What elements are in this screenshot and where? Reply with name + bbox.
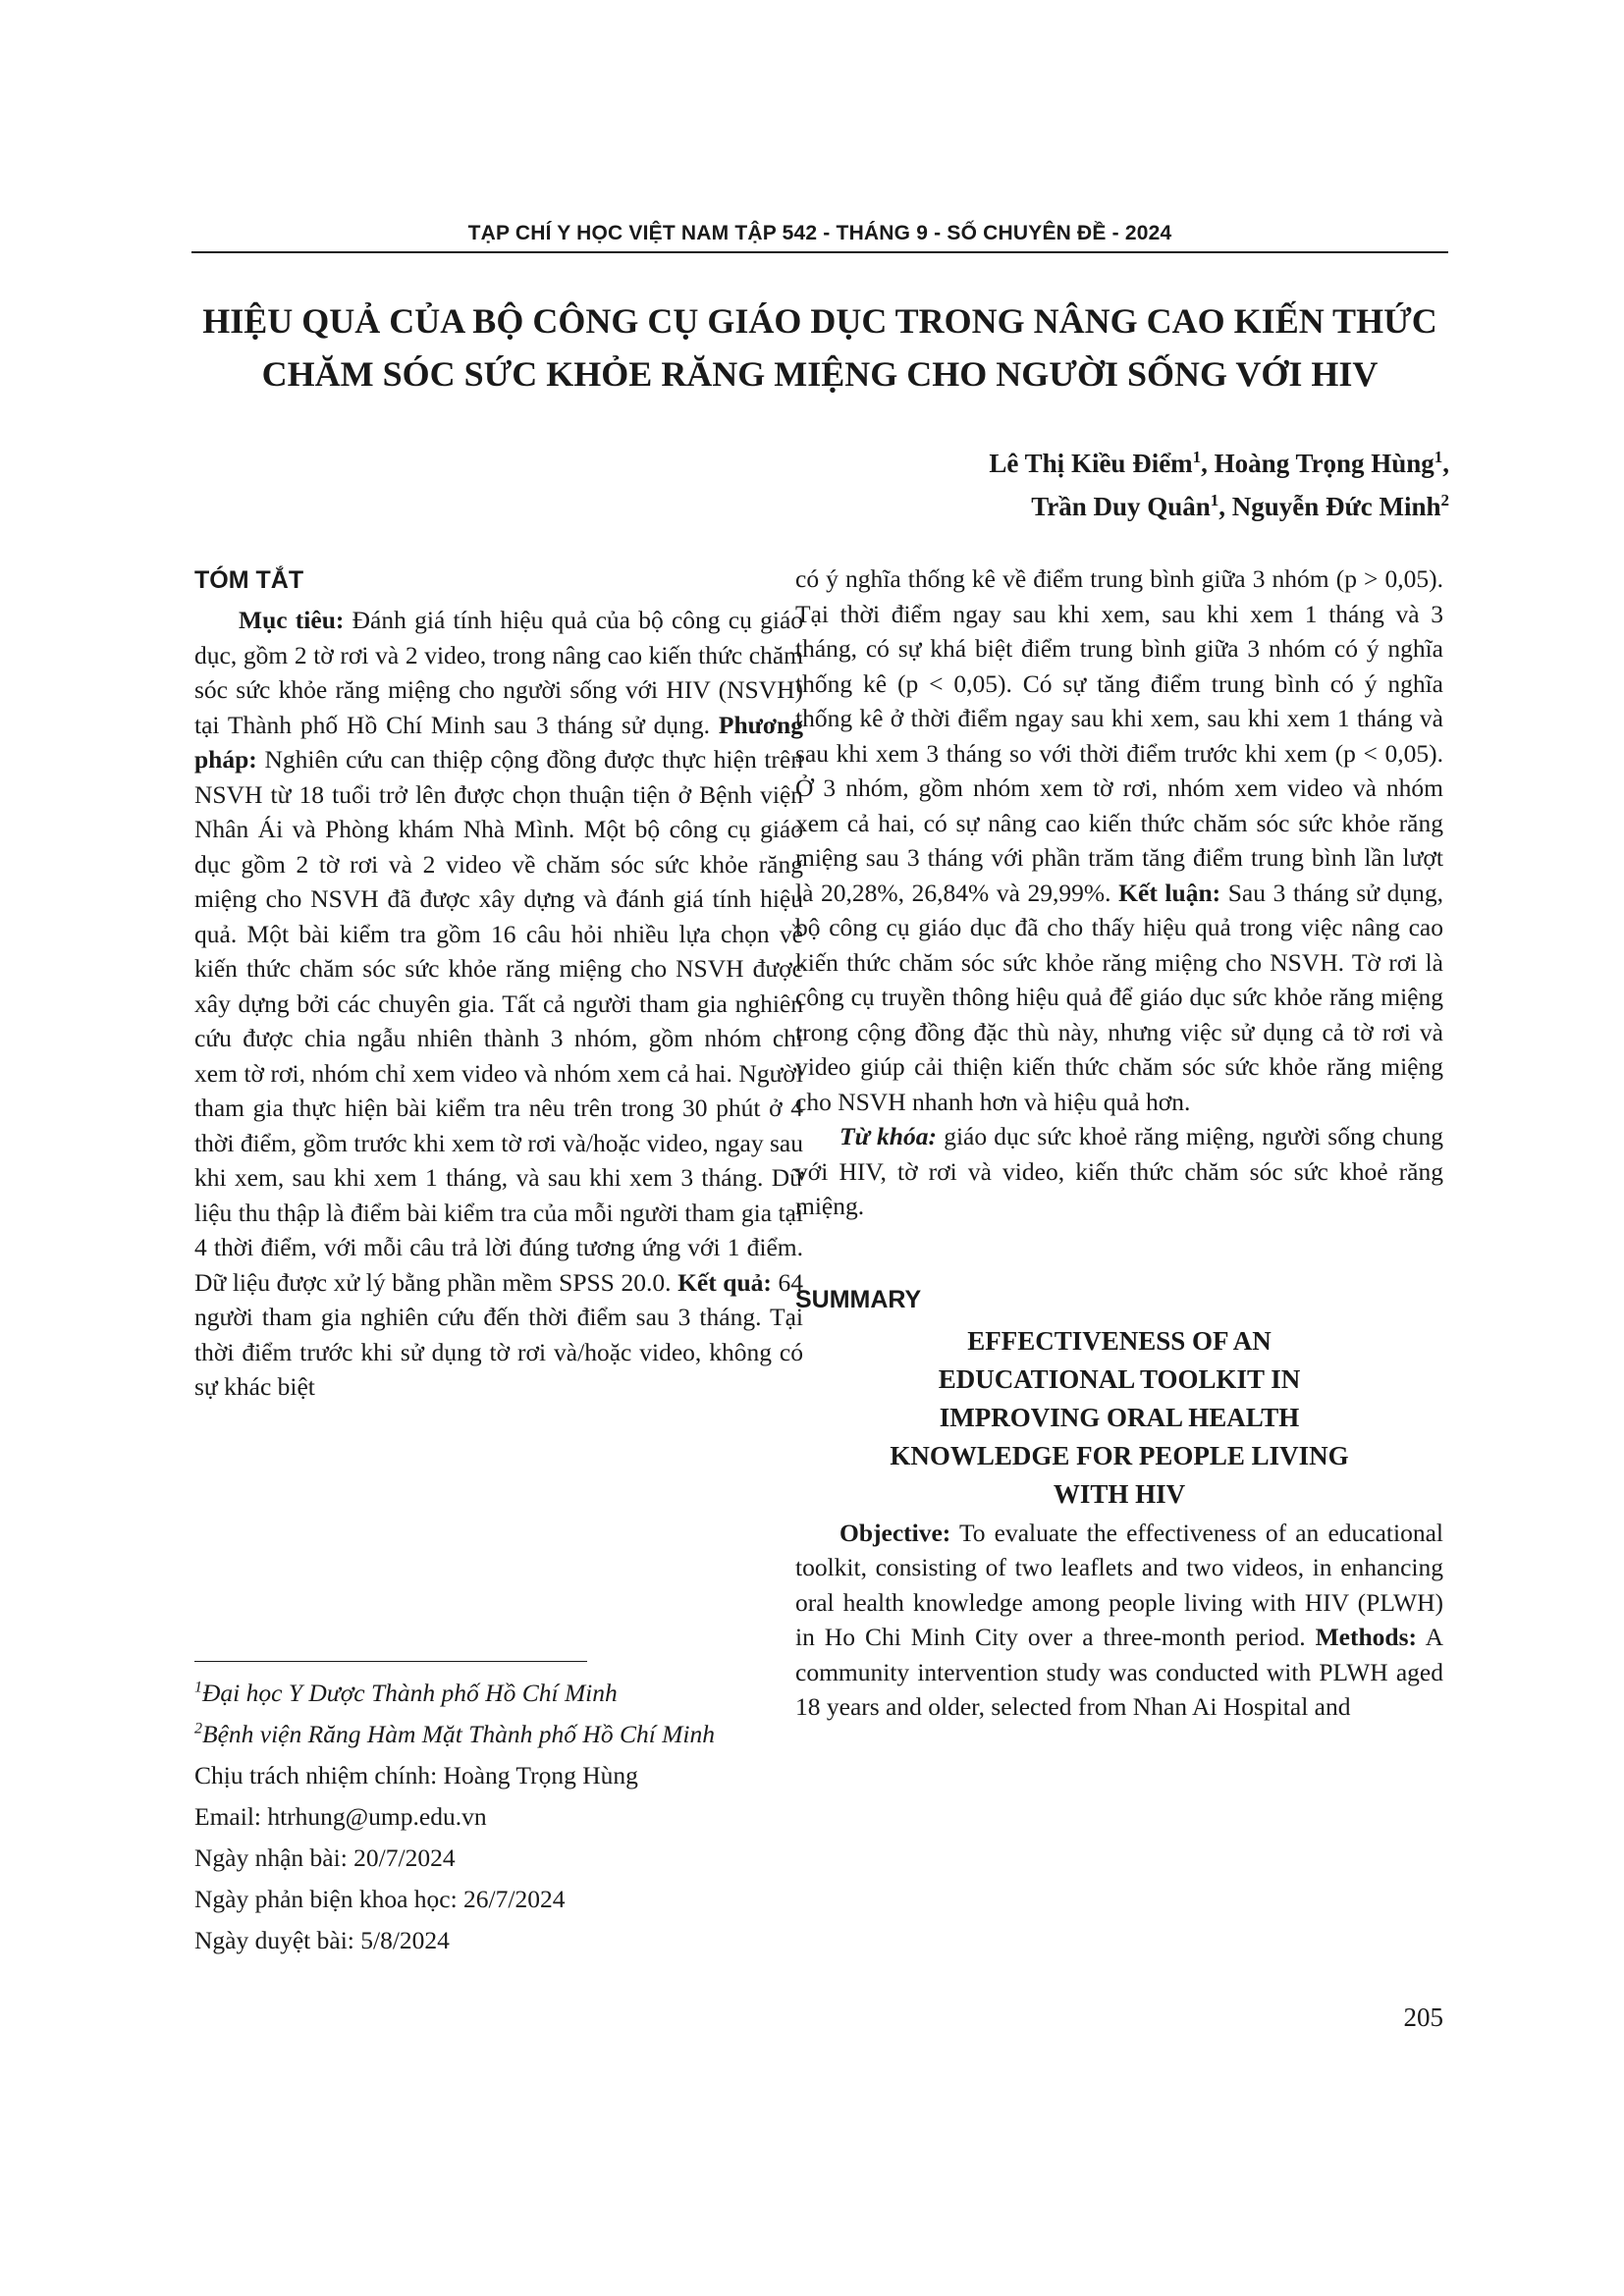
page-number: 205 <box>1403 2002 1443 2032</box>
english-title-line: IMPROVING ORAL HEALTH <box>939 1402 1300 1432</box>
author-name: Lê Thị Kiều Điểm <box>989 449 1193 478</box>
affiliation-number: 1 <box>194 1679 202 1696</box>
author-list <box>566 442 1449 528</box>
objective-label: Mục tiêu: <box>239 606 345 634</box>
abstract-paragraph-continued <box>795 561 1443 1119</box>
author-name: Nguyễn Đức Minh <box>1231 492 1441 521</box>
author-name: Hoàng Trọng Hùng <box>1214 449 1435 478</box>
author-line-2 <box>566 485 1449 528</box>
methods-label-en: Methods: <box>1315 1623 1417 1651</box>
keywords-paragraph <box>795 1119 1443 1224</box>
affiliation-text: Đại học Y Dược Thành phố Hồ Chí Minh <box>202 1679 618 1707</box>
abstract-paragraph <box>194 603 803 1405</box>
english-title-line: KNOWLEDGE FOR PEOPLE LIVING <box>890 1440 1349 1470</box>
keywords-text: giáo dục sức khoẻ răng miệng, người sống chung với HIV, tờ rơi và video, kiến thức chăm sóc sức khoẻ răng miệng. <box>795 1122 1443 1220</box>
email: Email: htrhung@ump.edu.vn <box>194 1802 487 1831</box>
affiliation-text: Bệnh viện Răng Hàm Mặt Thành phố Hồ Chí Minh <box>202 1720 715 1748</box>
corresponding-author: Chịu trách nhiệm chính: Hoàng Trọng Hùng <box>194 1761 638 1789</box>
methods-label: Phương pháp: <box>194 710 803 774</box>
author-separator: , <box>1218 492 1232 521</box>
author-line-1 <box>566 442 1449 485</box>
methods-text-en: A community intervention study was conducted with PLWH aged 18 years and older, selected from Nhan Ai Hospital and <box>795 1623 1443 1721</box>
english-title <box>795 1322 1443 1514</box>
affiliation-2 <box>194 1716 803 1753</box>
running-header: TẠP CHÍ Y HỌC VIỆT NAM TẬP 542 - THÁNG 9 - SỐ CHUYÊN ĐỀ - 2024 <box>467 222 1172 244</box>
author-separator: , <box>1201 449 1215 478</box>
author-affiliation-mark: 2 <box>1440 491 1449 509</box>
english-title-line: EDUCATIONAL TOOLKIT IN <box>938 1363 1301 1394</box>
article-title-line-1: HIỆU QUẢ CỦA BỘ CÔNG CỤ GIÁO DỤC TRONG NÂNG CAO KIẾN THỨC <box>202 301 1437 341</box>
results-text: 64 người tham gia nghiên cứu đến thời điểm sau 3 tháng. Tại thời điểm trước khi sử dụng tờ rơi và/hoặc video, không có sự khác biệt <box>194 1267 804 1401</box>
abstract-heading: TÓM TẮT <box>194 566 304 594</box>
results-label: Kết quả: <box>677 1267 772 1297</box>
left-column <box>194 561 803 1405</box>
summary-paragraph <box>795 1516 1443 1725</box>
author-affiliation-mark: 1 <box>1210 491 1219 509</box>
english-title-line: EFFECTIVENESS OF AN <box>967 1325 1272 1356</box>
objective-label-en: Objective: <box>839 1518 951 1547</box>
header-divider <box>191 251 1448 253</box>
spacer <box>795 1224 1443 1281</box>
accepted-date: Ngày duyệt bài: 5/8/2024 <box>194 1926 450 1954</box>
results-text-continued: có ý nghĩa thống kê về điểm trung bình giữa 3 nhóm (p > 0,05). Tại thời điểm ngay sau khi xem, sau khi xem 1 tháng và 3 tháng, có sự khá biệt điểm trung bình giữa 3 nhóm có ý nghĩa thống kê (p < 0,05). Có sự tăng điểm trung bình có ý nghĩa thống kê ở thời điểm ngay sau khi xem, sau khi xem 1 tháng và sau khi xem 3 tháng so với thời điểm trước khi xem (p < 0,05). Ở 3 nhóm, gồm nhóm xem tờ rơi, nhóm xem video và nhóm xem cả hai, có sự nâng cao kiến thức chăm sóc sức khỏe răng miệng sau 3 tháng với phần trăm tăng điểm trung bình lần lượt là 20,28%, 26,84% và 29,99%. <box>795 564 1443 907</box>
footnotes <box>194 1675 803 1963</box>
footnote-divider <box>194 1661 587 1662</box>
author-affiliation-mark: 1 <box>1192 448 1202 466</box>
author-affiliation-mark: 1 <box>1434 448 1443 466</box>
english-title-line: WITH HIV <box>1053 1478 1186 1509</box>
affiliation-1 <box>194 1675 803 1712</box>
summary-heading: SUMMARY <box>795 1285 922 1313</box>
author-name: Trần Duy Quân <box>1031 492 1211 521</box>
review-date: Ngày phản biện khoa học: 26/7/2024 <box>194 1885 566 1913</box>
objective-text: Đánh giá tính hiệu quả của bộ công cụ giáo dục, gồm 2 tờ rơi và 2 video, trong nâng cao kiến thức chăm sóc sức khỏe răng miệng cho người sống với HIV (NSVH) tại Thành phố Hồ Chí Minh sau 3 tháng sử dụng. <box>194 606 804 739</box>
conclusion-label: Kết luận: <box>1118 878 1221 907</box>
affiliation-number: 2 <box>194 1720 202 1737</box>
conclusion-text: Sau 3 tháng sử dụng, bộ công cụ giáo dục đã cho thấy hiệu quả trong việc nâng cao kiến thức chăm sóc sức khỏe răng miệng cho NSVH. Tờ rơi là công cụ truyền thông hiệu quả để giáo dục sức khỏe răng miệng trong cộng đồng đặc thù này, nhưng việc sử dụng cả tờ rơi và video giúp cải thiện kiến thức chăm sóc sức khỏe răng miệng cho NSVH nhanh hơn và hiệu quả hơn. <box>795 878 1443 1116</box>
article-title-line-2: CHĂM SÓC SỨC KHỎE RĂNG MIỆNG CHO NGƯỜI SỐNG VỚI HIV <box>261 354 1379 394</box>
article-title <box>191 294 1448 400</box>
objective-text-en: To evaluate the effectiveness of an educational toolkit, consisting of two leaflets and two videos, in enhancing oral health knowledge among people living with HIV (PLWH) in Ho Chi Minh City over a three-month period. <box>795 1518 1443 1651</box>
methods-text: Nghiên cứu can thiệp cộng đồng được thực hiện trên NSVH từ 18 tuổi trở lên được chọn thuận tiện ở Bệnh viện Nhân Ái và Phòng khám Nhà Mình. Một bộ công cụ giáo dục gồm 2 tờ rơi và 2 video về chăm sóc sức khỏe răng miệng cho NSVH đã được xây dựng và đánh giá tính hiệu quả. Một bài kiểm tra gồm 16 câu hỏi nhiều lựa chọn về kiến thức chăm sóc sức khỏe răng miệng cho NSVH được xây dựng bởi các chuyên gia. Tất cả người tham gia nghiên cứu được chia ngẫu nhiên thành 3 nhóm, gồm nhóm chỉ xem tờ rơi, nhóm chỉ xem video và nhóm xem cả hai. Người tham gia thực hiện bài kiểm tra nêu trên trong 30 phút ở 4 thời điểm, gồm trước khi xem tờ rơi và/hoặc video, ngay sau khi xem, sau khi xem 1 tháng, và sau khi xem 3 tháng. Dữ liệu thu thập là điểm bài kiểm tra của mỗi người tham gia tại 4 thời điểm, với mỗi câu trả lời đúng tương ứng với 1 điểm. Dữ liệu được xử lý bằng phần mềm SPSS 20.0. <box>194 745 803 1297</box>
author-separator: , <box>1442 449 1449 478</box>
received-date: Ngày nhận bài: 20/7/2024 <box>194 1843 456 1872</box>
right-column <box>795 561 1443 1725</box>
keywords-label: Từ khóa: <box>839 1122 937 1150</box>
